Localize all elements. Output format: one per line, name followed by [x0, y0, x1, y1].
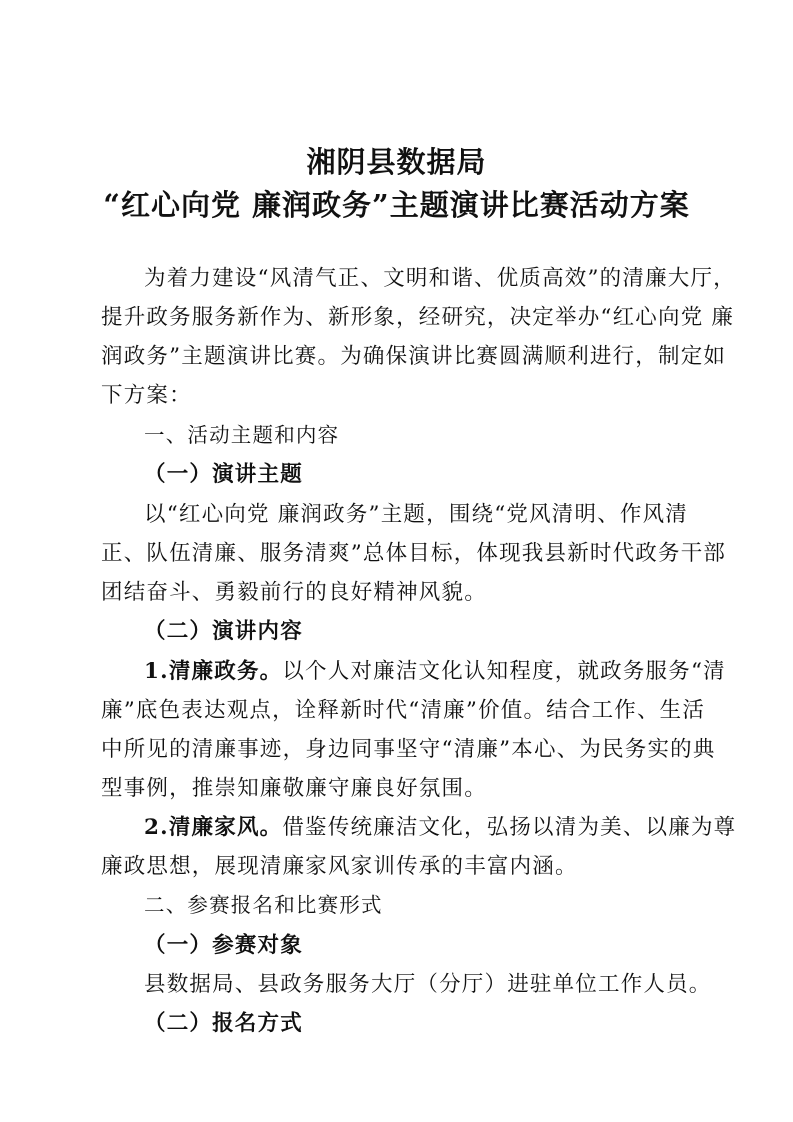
- section-1-heading: 一、活动主题和内容: [144, 423, 340, 447]
- item-1-line-2: 廉”底色表达观点，诠释新时代“清廉”价值。结合工作、生活: [101, 698, 706, 723]
- intro-line-3: 润政务”主题演讲比赛。为确保演讲比赛圆满顺利进行，制定如: [101, 344, 727, 369]
- intro-line-1: 为着力建设“风清气正、文明和谐、优质高效”的清廉大厅，: [144, 266, 736, 291]
- item-1-label: 1.清廉政务。: [144, 659, 283, 684]
- item-2-label: 2.清廉家风。: [144, 815, 283, 840]
- theme-line-1: 以“红心向党 廉润政务”主题，围绕“党风清明、作风清: [144, 502, 689, 527]
- intro-line-2: 提升政务服务新作为、新形象，经研究，决定举办“红心向党 廉: [101, 305, 735, 330]
- item-1-line-1: [144, 654, 744, 685]
- section-2-heading: 二、参赛报名和比赛形式: [144, 893, 383, 917]
- item-1-line-4: 型事例，推崇知廉敬廉守廉良好氛围。: [101, 776, 487, 801]
- title-line-1: 湘阴县数据局: [306, 145, 487, 179]
- section-2-sub-1-heading: （一）参赛对象: [144, 933, 303, 958]
- section-1-sub-2-heading: （二）演讲内容: [144, 619, 303, 644]
- section-1-sub-1-heading: （一）演讲主题: [144, 462, 303, 487]
- item-2-text: 借鉴传统廉洁文化，弘扬以清为美、以廉为尊: [282, 815, 737, 840]
- participants-line: 县数据局、县政务服务大厅（分厅）进驻单位工作人员。: [144, 972, 712, 997]
- title-line-2: “红心向党 廉润政务”主题演讲比赛活动方案: [103, 188, 690, 222]
- item-2-line-1: [144, 810, 744, 841]
- intro-line-4: 下方案：: [101, 383, 192, 408]
- item-1-text: 以个人对廉洁文化认知程度，就政务服务“清: [282, 659, 726, 684]
- theme-line-2: 正、队伍清廉、服务清爽”总体目标，体现我县新时代政务干部: [101, 541, 727, 566]
- item-2-line-2: 廉政思想，展现清廉家风家训传承的丰富内涵。: [101, 854, 578, 879]
- theme-line-3: 团结奋斗、勇毅前行的良好精神风貌。: [101, 580, 487, 605]
- section-2-sub-2-heading: （二）报名方式: [144, 1011, 303, 1036]
- item-1-line-3: 中所见的清廉事迹，身边同事坚守“清廉”本心、为民务实的典: [101, 737, 716, 762]
